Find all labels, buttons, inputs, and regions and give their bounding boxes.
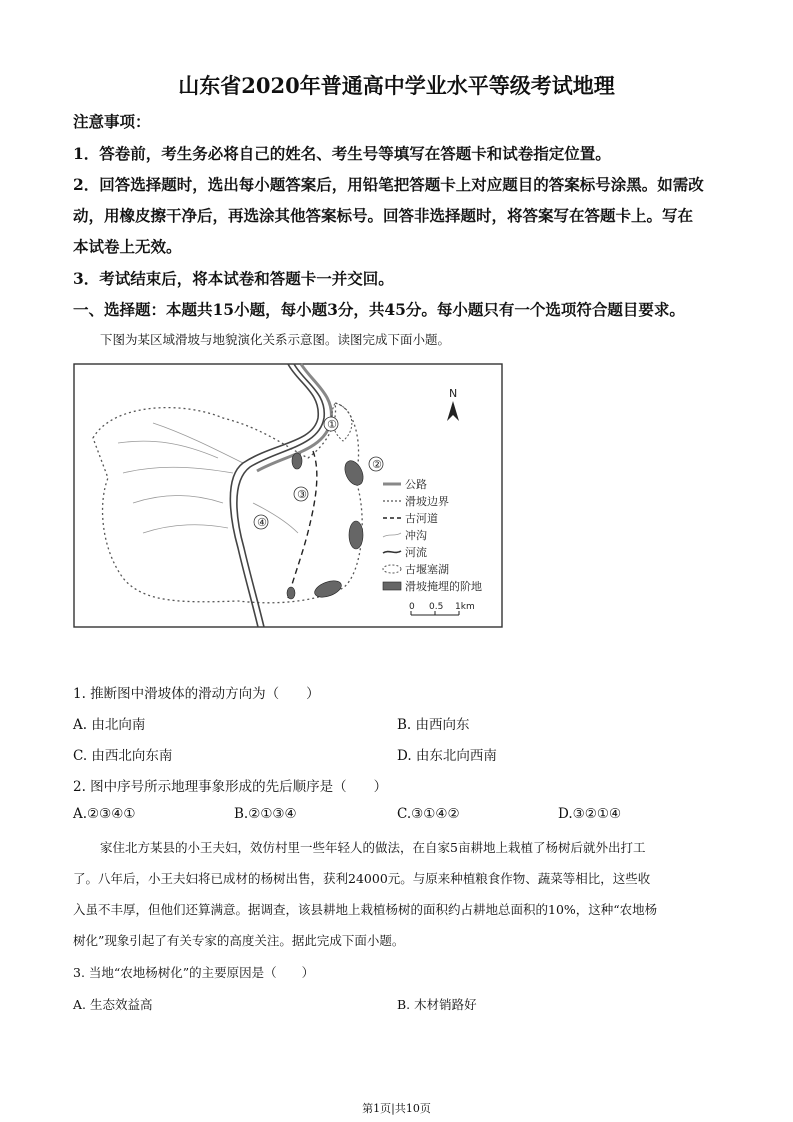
passage-line-2: 了。八年后，小王夫妇将已成材的杨树出售，获利24000元。与原来种植粮食作物、蔬菜等相比，这些收 [73, 871, 651, 886]
svg-text:N: N [449, 387, 458, 400]
scale-0: 0 [409, 602, 415, 612]
legend-terrace: 滑坡掩埋的阶地 [405, 580, 482, 593]
section-heading: 一、选择题：本题共15小题，每小题3分，共45分。每小题只有一个选项符合题目要求。 [73, 300, 685, 319]
q2-option-c: C.③①④② [397, 806, 460, 822]
passage-line-3: 入虽不丰厚，但他们还算满意。据调查，该县耕地上栽植杨树的面积约占耕地总面积的10%，这种“农地杨 [73, 902, 658, 917]
notice-heading: 注意事项： [73, 112, 151, 131]
passage-line-4: 树化”现象引起了有关专家的高度关注。据此完成下面小题。 [73, 933, 405, 948]
q2-stem: 2. 图中序号所示地理事象形成的先后顺序是（ ） [73, 779, 388, 795]
legend-lake: 古堰塞湖 [405, 563, 449, 576]
map-marker-2: ② [372, 458, 382, 471]
legend-road: 公路 [405, 478, 427, 491]
notice-item-1: 1．答卷前，考生务必将自己的姓名、考生号等填写在答题卡和试卷指定位置。 [73, 144, 611, 163]
q2-option-b: B.②①③④ [234, 806, 297, 822]
legend-river: 河流 [405, 546, 427, 559]
q3-option-b: B. 木材销路好 [397, 997, 477, 1012]
map-marker-1: ① [327, 418, 337, 431]
page-footer: 第1页|共10页 [362, 1102, 431, 1115]
q1-option-c: C. 由西北向东南 [73, 748, 173, 764]
notice-item-2: 2．回答选择题时，选出每小题答案后，用铅笔把答题卡上对应题目的答案标号涂黑。如需改 [73, 175, 704, 194]
q1-option-b: B. 由西向东 [397, 717, 470, 733]
q3-option-a: A. 生态效益高 [73, 997, 153, 1012]
legend-channel: 古河道 [405, 512, 438, 525]
map-marker-3: ③ [297, 488, 307, 501]
q3-stem: 3. 当地“农地杨树化”的主要原因是（ ） [73, 965, 315, 980]
page-title: 山东省2020年普通高中学业水平等级考试地理 [178, 73, 615, 98]
notice-item-3: 3．考试结束后，将本试卷和答题卡一并交回。 [73, 269, 394, 288]
notice-item-2-end: 本试卷上无效。 [73, 237, 182, 256]
legend-gully: 冲沟 [405, 529, 427, 542]
intro-text: 下图为某区域滑坡与地貌演化关系示意图。读图完成下面小题。 [100, 332, 451, 347]
passage-line-1: 家住北方某县的小王夫妇，效仿村里一些年轻人的做法，在自家5亩耕地上栽植了杨树后就外出打工 [100, 840, 646, 855]
q1-option-d: D. 由东北向西南 [397, 748, 497, 764]
map-marker-4: ④ [257, 516, 267, 529]
notice-item-2-cont: 动，用橡皮擦干净后，再选涂其他答案标号。回答非选择题时，将答案写在答题卡上。写在 [73, 206, 694, 225]
q2-option-d: D.③②①④ [558, 806, 622, 822]
q2-option-a: A.②③④① [73, 806, 136, 822]
q1-stem: 1. 推断图中滑坡体的滑动方向为（ ） [73, 686, 320, 702]
legend-boundary: 滑坡边界 [405, 495, 449, 508]
scale-1km: 1km [455, 602, 475, 612]
landslide-map [73, 363, 503, 628]
q1-option-a: A. 由北向南 [73, 717, 146, 733]
scale-05: 0.5 [429, 602, 444, 612]
